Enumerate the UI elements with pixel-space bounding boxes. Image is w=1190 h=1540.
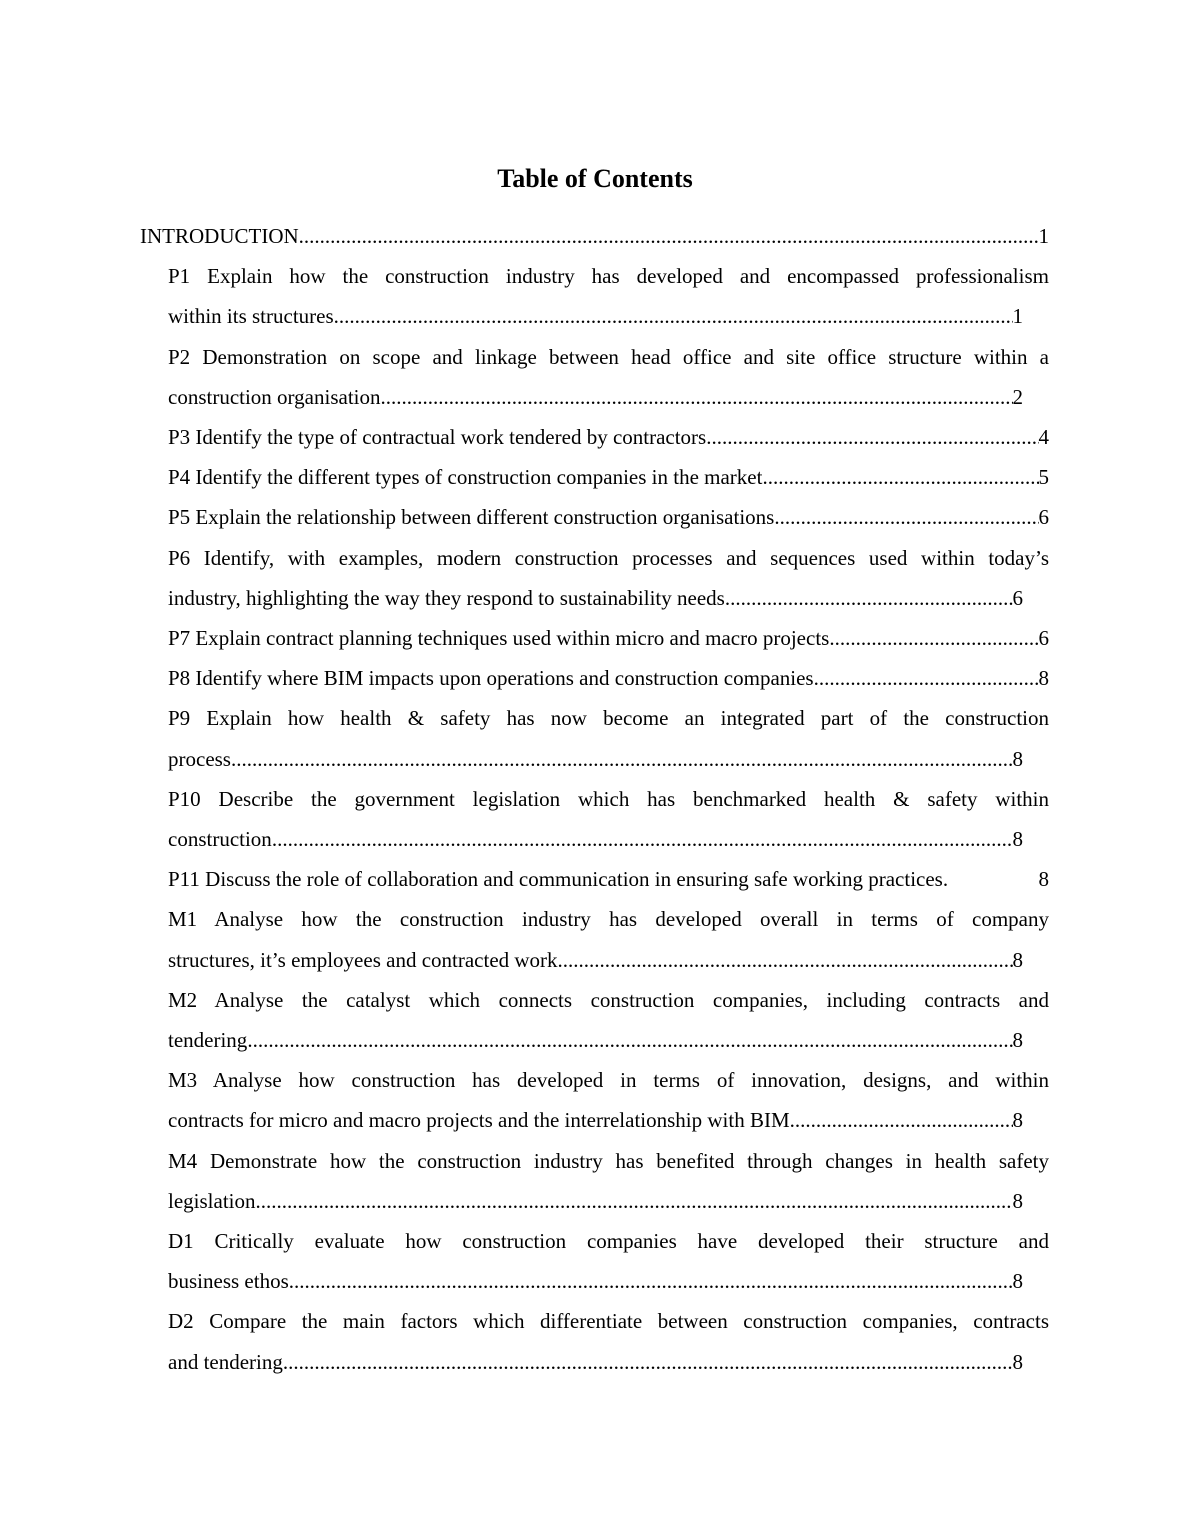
toc-entry[interactable] xyxy=(168,1060,1049,1140)
toc-entry-label: P8 Identify where BIM impacts upon operations and construction companies xyxy=(168,666,814,691)
toc-entry-last-line xyxy=(168,618,1049,658)
toc-entry-text-line: P1 Explain how the construction industry has developed and encompassed professionalism xyxy=(168,264,1049,289)
dot-leader xyxy=(829,618,1038,658)
toc-page-number: 1 xyxy=(1038,224,1049,248)
toc-entry-last-line xyxy=(168,859,1049,899)
toc-entry-text-line: P9 Explain how health & safety has now become an integrated part of the construction xyxy=(168,706,1049,731)
toc-entry[interactable] xyxy=(140,216,1049,256)
toc-entry-label: INTRODUCTION xyxy=(140,224,299,248)
toc-entry[interactable] xyxy=(168,417,1049,457)
toc-entry-text-line: D2 Compare the main factors which differentiate between construction companies, contracts xyxy=(168,1309,1049,1334)
toc-entry-label: construction organisation xyxy=(168,384,381,409)
toc-entry-label: P4 Identify the different types of construction companies in the market xyxy=(168,465,763,490)
toc-entry-label: P5 Explain the relationship between different construction organisations xyxy=(168,505,775,530)
toc-page-number: 8 xyxy=(1038,867,1049,892)
toc-entry-last-line xyxy=(168,1100,1023,1140)
toc-entry-label: legislation xyxy=(168,1188,256,1213)
toc-entry-last-line xyxy=(140,216,1049,256)
toc-entry[interactable] xyxy=(168,497,1049,537)
toc-page-number: 6 xyxy=(1038,626,1049,650)
dot-leader xyxy=(334,296,1013,336)
dot-leader xyxy=(814,658,1039,698)
dot-leader xyxy=(790,1100,1013,1140)
dot-leader xyxy=(381,377,1013,417)
toc-entry[interactable] xyxy=(168,779,1049,859)
toc-entry[interactable] xyxy=(168,899,1049,979)
toc-entry-last-line xyxy=(168,658,1049,698)
toc-page-number: 8 xyxy=(1012,1269,1023,1294)
toc-entry-label: industry, highlighting the way they respond to sustainability needs xyxy=(168,585,725,610)
toc-page-number: 8 xyxy=(1012,746,1023,771)
toc-page-number: 8 xyxy=(1012,1188,1023,1213)
toc-entry-last-line xyxy=(168,940,1023,980)
toc-entry-label: P7 Explain contract planning techniques used within micro and macro projects xyxy=(168,626,830,650)
dot-leader xyxy=(725,578,1013,618)
toc-entry[interactable] xyxy=(168,256,1049,336)
toc-page-number: 5 xyxy=(1038,465,1049,490)
toc-page-number: 6 xyxy=(1012,585,1023,610)
page-title: Table of Contents xyxy=(497,164,693,193)
toc-entry-text-line: P2 Demonstration on scope and linkage between head office and site office structure within a xyxy=(168,344,1049,369)
toc-entry[interactable] xyxy=(168,658,1049,698)
toc-entry-last-line xyxy=(168,1261,1023,1301)
toc-entry[interactable] xyxy=(168,1301,1049,1381)
toc-entry-last-line xyxy=(168,417,1049,457)
dot-leader xyxy=(299,216,1039,256)
toc-page-number: 8 xyxy=(1012,826,1023,851)
toc-entry-label: within its structures xyxy=(168,304,334,329)
toc-entry-label: process xyxy=(168,746,231,771)
toc-page-number: 6 xyxy=(1038,505,1049,530)
toc-entry-text-line: P10 Describe the government legislation which has benchmarked health & safety within xyxy=(168,786,1049,811)
toc-entry-label: contracts for micro and macro projects and the interrelationship with BIM xyxy=(168,1108,790,1133)
toc-page-number: 1 xyxy=(1012,304,1023,329)
toc-entry-last-line xyxy=(168,377,1023,417)
toc-entry-label: construction xyxy=(168,826,272,851)
toc-page-number: 8 xyxy=(1012,947,1023,972)
toc-entry-text-line: D1 Critically evaluate how construction companies have developed their structure and xyxy=(168,1229,1049,1253)
toc-page-number: 4 xyxy=(1038,425,1049,449)
toc-entry[interactable] xyxy=(168,538,1049,618)
toc-page-number: 8 xyxy=(1038,666,1049,691)
toc-entry-text-line: M2 Analyse the catalyst which connects construction companies, including contracts and xyxy=(168,987,1049,1012)
toc-page-number: 8 xyxy=(1012,1349,1023,1374)
toc-entry-last-line xyxy=(168,1020,1023,1060)
toc-entry-text-line: M1 Analyse how the construction industry has developed overall in terms of company xyxy=(168,907,1049,932)
toc-entry-last-line xyxy=(168,578,1023,618)
dot-leader xyxy=(247,1020,1012,1060)
toc-entry[interactable] xyxy=(168,618,1049,658)
toc-entry-last-line xyxy=(168,739,1023,779)
toc-entry[interactable] xyxy=(168,859,1049,899)
dot-leader xyxy=(762,457,1038,497)
dot-leader xyxy=(283,1342,1013,1382)
toc-entry-label: and tendering xyxy=(168,1349,283,1374)
toc-entry[interactable] xyxy=(168,980,1049,1060)
dot-leader xyxy=(706,417,1038,457)
dot-leader xyxy=(256,1181,1013,1221)
toc-entry-last-line xyxy=(168,1342,1023,1382)
toc-entry-label: tendering xyxy=(168,1027,248,1052)
toc-entry[interactable] xyxy=(168,337,1049,417)
toc-page-number: 8 xyxy=(1012,1108,1023,1133)
toc-entry-text-line: M4 Demonstrate how the construction industry has benefited through changes in health safety xyxy=(168,1148,1049,1173)
toc-page-number: 8 xyxy=(1012,1027,1023,1052)
toc-entry-last-line xyxy=(168,457,1049,497)
toc-entry[interactable] xyxy=(168,457,1049,497)
toc-page-number: 2 xyxy=(1012,384,1023,409)
toc-entry-last-line xyxy=(168,819,1023,859)
toc-entry-label: P3 Identify the type of contractual work tendered by contractors xyxy=(168,425,707,449)
toc-entry-last-line xyxy=(168,497,1049,537)
toc-entry-text-line: P6 Identify, with examples, modern construction processes and sequences used within today’s xyxy=(168,545,1049,570)
toc-entry-label: P11 Discuss the role of collaboration and communication in ensuring safe working practices. xyxy=(168,867,949,892)
toc-entry[interactable] xyxy=(168,698,1049,778)
toc-entry-text-line: M3 Analyse how construction has developed in terms of innovation, designs, and within xyxy=(168,1068,1049,1093)
toc-entry[interactable] xyxy=(168,1221,1049,1301)
dot-leader xyxy=(231,739,1013,779)
toc-entry-last-line xyxy=(168,296,1023,336)
toc-entry-label: business ethos xyxy=(168,1269,289,1294)
dot-leader xyxy=(558,940,1013,980)
dot-leader xyxy=(272,819,1013,859)
toc-entry-last-line xyxy=(168,1181,1023,1221)
toc-entry-label: structures, it’s employees and contracted work xyxy=(168,947,558,972)
toc-entry[interactable] xyxy=(168,1141,1049,1221)
dot-leader xyxy=(289,1261,1013,1301)
dot-leader xyxy=(774,497,1038,537)
